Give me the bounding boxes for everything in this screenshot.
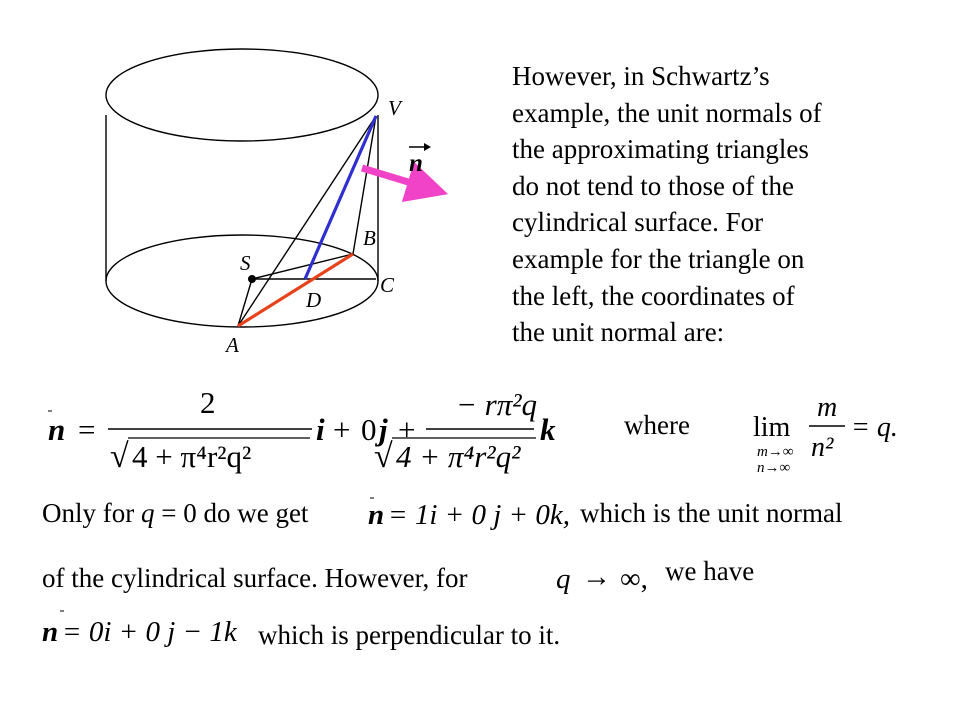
- limit-den: n²: [811, 432, 834, 463]
- eq1-i: i: [316, 412, 325, 447]
- label-C: C: [380, 273, 395, 297]
- cylindrical-surface-text: of the cylindrical surface. However, for: [42, 563, 468, 593]
- eq3-q: q: [556, 563, 571, 595]
- point-S: [248, 275, 256, 283]
- eq1-plus-2: +: [398, 412, 416, 447]
- top-ellipse: [106, 49, 378, 141]
- perpendicular-normal-equation: [38, 605, 268, 657]
- edge-AB: [238, 254, 353, 326]
- n-vector-overarrow-head: [424, 143, 431, 151]
- eq1-lhs: n: [48, 412, 66, 447]
- limit-sub-n: n→∞: [757, 460, 791, 476]
- limit-sub-m: m→∞: [757, 444, 794, 460]
- limit-lim: lim: [753, 412, 791, 443]
- we-have-text: we have: [665, 556, 755, 586]
- eq1-j: j: [379, 412, 388, 447]
- perpendicular-text: which is perpendicular to it.: [258, 620, 561, 650]
- eq1-k: k: [540, 412, 556, 447]
- eq3-arrow: →: [582, 561, 611, 593]
- edge-VD: [305, 116, 376, 279]
- limit-rhs: = q.: [851, 412, 898, 443]
- eq1-radicand-1: 4 + π⁴r²q²: [132, 439, 252, 474]
- label-V: V: [388, 96, 401, 120]
- eq1-num2: − rπ²q: [456, 387, 538, 422]
- edge-SB: [252, 254, 353, 279]
- eq1-num1: 2: [200, 385, 216, 420]
- eq4-n: n: [42, 616, 59, 648]
- label-n: n: [409, 150, 423, 177]
- limit-equation: [745, 390, 925, 480]
- unit-normal-tail: which is the unit normal: [580, 498, 843, 528]
- eq2-rest: = 1i + 0 j + 0k,: [388, 499, 570, 531]
- q-to-infinity: [552, 552, 662, 600]
- eq1-radicand-2: 4 + π⁴r²q²: [396, 439, 521, 474]
- where-label: where: [624, 410, 690, 440]
- limit-num: m: [817, 392, 838, 423]
- unit-normal-equation: [362, 490, 582, 540]
- eq2-n: n: [368, 499, 385, 531]
- eq1-sqrt-1: √: [110, 438, 129, 475]
- label-D: D: [306, 288, 322, 312]
- cylinder-figure: [0, 0, 500, 380]
- label-B: B: [363, 226, 376, 250]
- eq1-equals: =: [78, 412, 96, 447]
- normal-vector-equation: [40, 385, 580, 477]
- eq1-plus-1: +: [333, 412, 351, 447]
- explanation-paragraph: However, in Schwartz’s example, the unit normals of the approximating triangles do not tend to those of the cylindrical surface. For example for the triangle on the left, the coordinates of the unit normal are:: [512, 61, 822, 348]
- label-A: A: [226, 333, 239, 357]
- eq3-inf: ∞,: [620, 563, 648, 595]
- only-for-q-text: Only for q = 0 do we get: [42, 498, 309, 528]
- eq1-sqrt-2: √: [374, 438, 393, 475]
- eq4-rest: = 0i + 0 j − 1k: [62, 616, 237, 648]
- label-S: S: [240, 251, 251, 275]
- eq1-zero: 0: [361, 412, 377, 447]
